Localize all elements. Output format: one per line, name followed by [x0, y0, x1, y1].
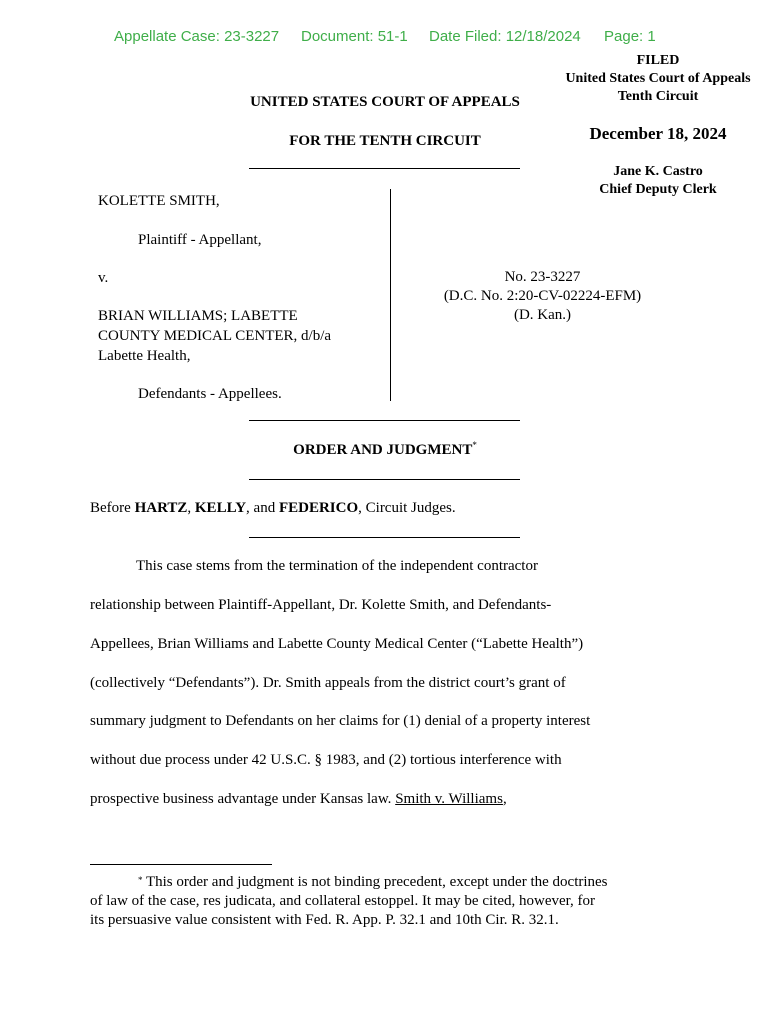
body-text: prospective business advantage under Kansas law. — [90, 791, 396, 807]
footnote-text: This order and judgment is not binding precedent, except under the doctrines — [142, 874, 608, 890]
caption-divider — [390, 189, 391, 401]
clerk-name: Jane K. Castro — [613, 164, 703, 179]
docket-block — [420, 268, 665, 325]
defendant-names — [98, 306, 331, 366]
circuit-name: FOR THE TENTH CIRCUIT — [289, 133, 481, 149]
filed-court: United States Court of Appeals — [565, 71, 751, 86]
district: (D. Kan.) — [513, 307, 572, 323]
defendant-role: Defendants - Appellees. — [138, 386, 282, 402]
versus: v. — [98, 270, 109, 286]
divider — [249, 479, 520, 480]
court-name: UNITED STATES COURT OF APPEALS — [250, 94, 520, 110]
panel-after: , Circuit Judges. — [358, 500, 456, 516]
body-line — [90, 791, 507, 808]
clerk-block — [558, 163, 758, 199]
footnote-line — [90, 873, 690, 892]
defendant-line: Labette Health, — [98, 348, 191, 364]
panel-separator: , — [187, 500, 195, 516]
judge-name: FEDERICO — [278, 500, 359, 516]
panel-before: Before — [90, 500, 135, 516]
divider — [249, 420, 520, 421]
body-line: without due process under 42 U.S.C. § 1983, and (2) tortious interference with — [90, 752, 562, 768]
plaintiff-role: Plaintiff - Appellant, — [138, 232, 262, 248]
plaintiff-name: KOLETTE SMITH, — [98, 193, 220, 209]
clerk-title: Chief Deputy Clerk — [599, 182, 717, 197]
title-text: ORDER AND JUDGMENT — [293, 442, 473, 458]
footnote-mark: * — [138, 875, 143, 885]
filed-label: FILED — [636, 53, 680, 68]
filed-date: December 18, 2024 — [589, 124, 727, 143]
header-date-filed: Date Filed: 12/18/2024 — [429, 28, 581, 45]
document-title — [200, 442, 570, 459]
docket-number: No. 23-3227 — [504, 269, 581, 285]
body-line: summary judgment to Defendants on her claims for (1) denial of a property interest — [90, 713, 591, 729]
body-line: Appellees, Brian Williams and Labette County Medical Center (“Labette Health”) — [90, 636, 584, 652]
panel-line — [90, 500, 456, 517]
case-citation: Smith v. Williams — [395, 791, 503, 807]
header-page: Page: 1 — [604, 28, 656, 45]
defendant-line: BRIAN WILLIAMS; LABETTE — [98, 308, 298, 324]
body-line: This case stems from the termination of the independent contractor — [136, 558, 538, 574]
footnote — [90, 873, 690, 930]
footnote-line: of law of the case, res judicata, and collateral estoppel. It may be cited, however, for — [90, 893, 596, 909]
footnote-rule — [90, 864, 272, 865]
judge-name: KELLY — [194, 500, 247, 516]
divider — [249, 168, 520, 169]
district-court-number: (D.C. No. 2:20-CV-02224-EFM) — [443, 288, 642, 304]
body-line: (collectively “Defendants”). Dr. Smith appeals from the district court’s grant of — [90, 675, 566, 691]
defendant-line: COUNTY MEDICAL CENTER, d/b/a — [98, 328, 332, 344]
divider — [249, 537, 520, 538]
body-text: , — [502, 791, 507, 807]
judge-name: HARTZ — [134, 500, 188, 516]
footnote-line: its persuasive value consistent with Fed. R. App. P. 32.1 and 10th Cir. R. 32.1. — [90, 912, 559, 928]
filed-circuit: Tenth Circuit — [617, 89, 699, 104]
header-case: Appellate Case: 23-3227 — [114, 28, 280, 45]
filed-stamp — [548, 52, 768, 106]
header-document: Document: 51-1 — [301, 28, 408, 45]
panel-separator: , and — [246, 500, 279, 516]
body-line: relationship between Plaintiff-Appellant, Dr. Kolette Smith, and Defendants- — [90, 597, 552, 613]
title-footnote-mark: * — [472, 440, 477, 450]
